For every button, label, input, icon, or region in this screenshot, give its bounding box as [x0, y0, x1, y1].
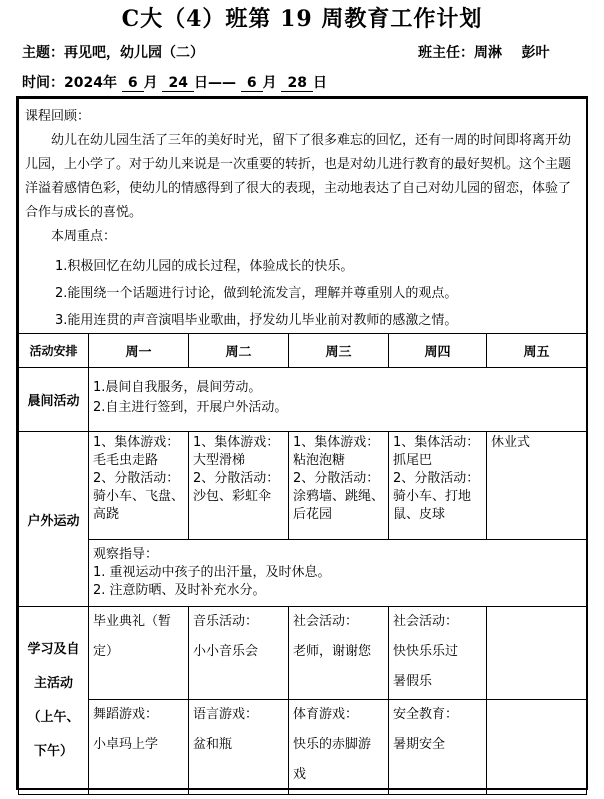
course-review [19, 99, 587, 334]
learning-label [19, 607, 89, 795]
outdoor-monday: 1、集体游戏： 毛毛虫走路 2、分散活动： 骑小车、飞盘、 高跷 [89, 432, 189, 540]
morning-label: 晨间活动 [19, 368, 89, 432]
learning-label-line-3: （上午、 [27, 709, 80, 725]
focus-point-2: 2.能围绕一个话题进行讨论，做到轮流发言，理解并尊重别人的观点。 [55, 286, 458, 301]
review-heading: 课程回顾： [25, 109, 91, 124]
teacher-label: 班主任：周淋 彭叶 [418, 45, 550, 61]
review-body: 幼儿在幼儿园生活了三年的美好时光，留下了很多难忘的回忆，还有一周的时间即将离开幼儿园，上小学了。对于幼儿来说是一次重要的转折，也是对幼儿进行教育的最好契机。这个主题洋溢着感情色彩，使幼儿的情感得到了很大的表现，主动地表达了自己对幼儿园的留恋，体验了合作与成长的喜悦。 [25, 133, 572, 220]
page-title: C大（4）班第 19 周教育工作计划 [121, 6, 483, 32]
time-line [22, 72, 327, 92]
morning-line-2: 2.自主进行签到，开展户外活动。 [93, 400, 288, 415]
morning-content [89, 368, 587, 432]
start-month: 6 [122, 75, 144, 92]
start-day: 24 [162, 75, 193, 92]
focus-point-1: 1.积极回忆在幼儿园的成长过程，体验成长的快乐。 [55, 259, 354, 274]
theme-label: 主题：再见吧，幼儿园（二） [22, 45, 204, 61]
outdoor-wednesday: 1、集体游戏： 粘泡泡糖 2、分散活动： 涂鸦墙、跳绳、 后花园 [289, 432, 389, 540]
month-char-1: 月 [143, 75, 158, 91]
learning-thursday-1: 社会活动： 快快乐乐过 暑假乐 [389, 607, 487, 700]
focus-point-3: 3.能用连贯的声音演唱毕业歌曲，抒发幼儿毕业前对教师的感激之情。 [55, 313, 458, 328]
learning-label-line-1: 学习及自 [27, 641, 80, 657]
day-char: 日 [312, 75, 327, 91]
guidance-title: 观察指导： [93, 547, 159, 562]
observation-guidance [89, 540, 587, 607]
learning-friday-1 [487, 607, 587, 700]
day-monday: 周一 [89, 334, 189, 368]
focus-heading: 本周重点： [51, 229, 117, 244]
learning-monday-2: 舞蹈游戏： 小卓玛上学 [89, 700, 189, 795]
learning-friday-2 [487, 700, 587, 795]
dash: 日—— [193, 75, 236, 91]
day-thursday: 周四 [389, 334, 487, 368]
outdoor-tuesday: 1、集体游戏： 大型滑梯 2、分散活动： 沙包、彩虹伞 [189, 432, 289, 540]
day-tuesday: 周二 [189, 334, 289, 368]
day-friday: 周五 [487, 334, 587, 368]
learning-thursday-2: 安全教育： 暑期安全 [389, 700, 487, 795]
time-label: 时间：2024年 [22, 75, 117, 91]
learning-monday-1: 毕业典礼（暂定） [89, 607, 189, 700]
learning-label-line-2: 主活动 [33, 675, 73, 691]
learning-tuesday-2: 语言游戏： 盆和瓶 [189, 700, 289, 795]
learning-label-line-4: 下午） [33, 743, 73, 759]
outdoor-friday: 休业式 [487, 432, 587, 540]
outdoor-label: 户外运动 [19, 432, 89, 607]
schedule-header-label: 活动安排 [19, 334, 89, 368]
plan-table [18, 98, 587, 795]
guidance-line-1: 1. 重视运动中孩子的出汗量，及时休息。 [93, 565, 331, 580]
end-month: 6 [241, 75, 263, 92]
morning-line-1: 1.晨间自我服务，晨间劳动。 [93, 380, 262, 395]
learning-tuesday-1: 音乐活动： 小小音乐会 [189, 607, 289, 700]
day-wednesday: 周三 [289, 334, 389, 368]
guidance-line-2: 2. 注意防晒、及时补充水分。 [93, 583, 266, 598]
month-char-2: 月 [262, 75, 277, 91]
learning-wednesday-2: 体育游戏： 快乐的赤脚游 戏 [289, 700, 389, 795]
learning-wednesday-1: 社会活动： 老师，谢谢您 [289, 607, 389, 700]
end-day: 28 [281, 75, 312, 92]
outdoor-thursday: 1、集体活动： 抓尾巴 2、分散活动： 骑小车、打地 鼠、皮球 [389, 432, 487, 540]
